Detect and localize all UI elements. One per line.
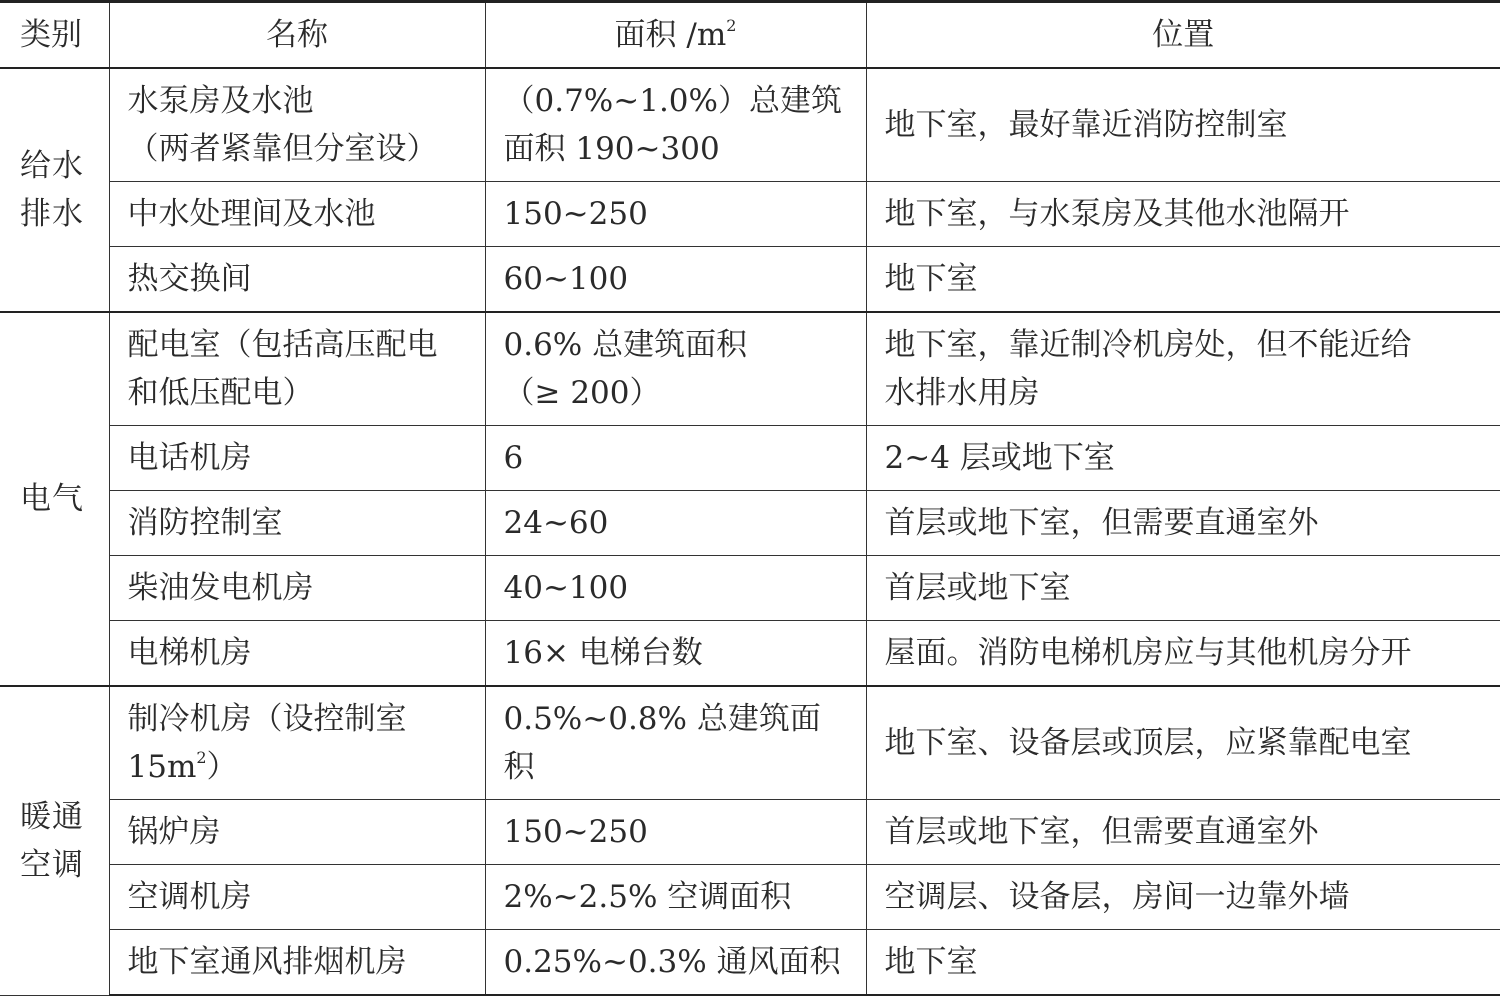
table-row xyxy=(0,182,1500,247)
area-cell: 150~250 xyxy=(485,182,866,247)
category-cell-electrical xyxy=(0,312,109,686)
area-cell: 0.25%~0.3% 通风面积 xyxy=(485,930,866,996)
header-category: 类别 xyxy=(0,2,109,69)
header-area xyxy=(485,2,866,69)
area-text: （0.7%~1.0%）总建筑 xyxy=(503,83,842,119)
table-row xyxy=(0,426,1500,491)
position-text: 水排水用房 xyxy=(884,375,1040,411)
name-cell xyxy=(109,686,485,800)
header-name: 名称 xyxy=(109,2,485,69)
name-text: 和低压配电） xyxy=(127,375,314,411)
header-area-label: 面积 /m xyxy=(614,17,727,53)
table-row xyxy=(0,312,1500,426)
area-cell: 60~100 xyxy=(485,247,866,313)
table-row xyxy=(0,865,1500,930)
position-cell xyxy=(866,312,1500,426)
table-row xyxy=(0,491,1500,556)
name-text-part: 15m xyxy=(127,749,197,785)
area-cell: 16× 电梯台数 xyxy=(485,621,866,687)
name-text-part: ） xyxy=(206,749,238,785)
name-cell xyxy=(109,312,485,426)
header-row xyxy=(0,2,1500,69)
table-row xyxy=(0,621,1500,687)
category-label: 给水 xyxy=(20,148,84,184)
name-text xyxy=(128,743,471,791)
category-label: 排水 xyxy=(20,196,84,232)
table-row xyxy=(0,930,1500,996)
position-cell: 地下室，最好靠近消防控制室 xyxy=(866,68,1500,182)
table-row xyxy=(0,800,1500,865)
unit-exponent: 2 xyxy=(196,748,207,767)
name-cell: 热交换间 xyxy=(109,247,485,313)
category-label: 空调 xyxy=(20,846,84,883)
area-cell xyxy=(485,68,866,182)
area-cell: 0.5%~0.8% 总建筑面积 xyxy=(485,686,866,800)
name-text: 配电室（包括高压配电 xyxy=(127,327,438,363)
position-cell: 屋面。消防电梯机房应与其他机房分开 xyxy=(866,621,1500,687)
name-cell: 地下室通风排烟机房 xyxy=(109,930,485,996)
category-cell-water xyxy=(0,68,109,312)
category-cell-hvac xyxy=(0,686,109,995)
position-cell: 地下室，与水泵房及其他水池隔开 xyxy=(866,182,1500,247)
name-cell: 电话机房 xyxy=(109,426,485,491)
name-text: 水泵房及水池 xyxy=(127,83,314,119)
name-cell: 电梯机房 xyxy=(109,621,485,687)
category-label: 暖通 xyxy=(20,798,84,835)
position-cell: 首层或地下室，但需要直通室外 xyxy=(866,800,1500,865)
area-text: （≥ 200） xyxy=(503,375,661,411)
area-cell: 24~60 xyxy=(485,491,866,556)
header-position: 位置 xyxy=(866,2,1500,69)
name-cell: 消防控制室 xyxy=(109,491,485,556)
position-cell: 首层或地下室 xyxy=(866,556,1500,621)
table-row xyxy=(0,68,1500,182)
position-cell: 地下室、设备层或顶层，应紧靠配电室 xyxy=(866,686,1500,800)
area-cell: 40~100 xyxy=(485,556,866,621)
name-text: （两者紧靠但分室设） xyxy=(127,131,438,167)
position-cell: 空调层、设备层，房间一边靠外墙 xyxy=(866,865,1500,930)
header-area-unit-exponent: 2 xyxy=(726,16,737,35)
name-cell: 柴油发电机房 xyxy=(109,556,485,621)
area-text: 0.6% 总建筑面积 xyxy=(503,327,748,363)
name-cell xyxy=(109,68,485,182)
name-text: 制冷机房（设控制室 xyxy=(127,701,407,737)
position-cell: 2~4 层或地下室 xyxy=(866,426,1500,491)
position-text: 地下室，靠近制冷机房处，但不能近给 xyxy=(884,327,1412,363)
category-label: 电气 xyxy=(20,481,84,517)
name-cell: 空调机房 xyxy=(109,865,485,930)
table-row xyxy=(0,556,1500,621)
position-cell: 地下室 xyxy=(866,247,1500,313)
table-row xyxy=(0,247,1500,313)
area-cell xyxy=(485,312,866,426)
area-cell: 6 xyxy=(485,426,866,491)
name-cell: 中水处理间及水池 xyxy=(109,182,485,247)
area-text: 面积 190~300 xyxy=(503,131,720,167)
position-cell: 首层或地下室，但需要直通室外 xyxy=(866,491,1500,556)
position-cell: 地下室 xyxy=(866,930,1500,996)
area-cell: 150~250 xyxy=(485,800,866,865)
table-row xyxy=(0,686,1500,800)
name-cell: 锅炉房 xyxy=(109,800,485,865)
area-cell: 2%~2.5% 空调面积 xyxy=(485,865,866,930)
